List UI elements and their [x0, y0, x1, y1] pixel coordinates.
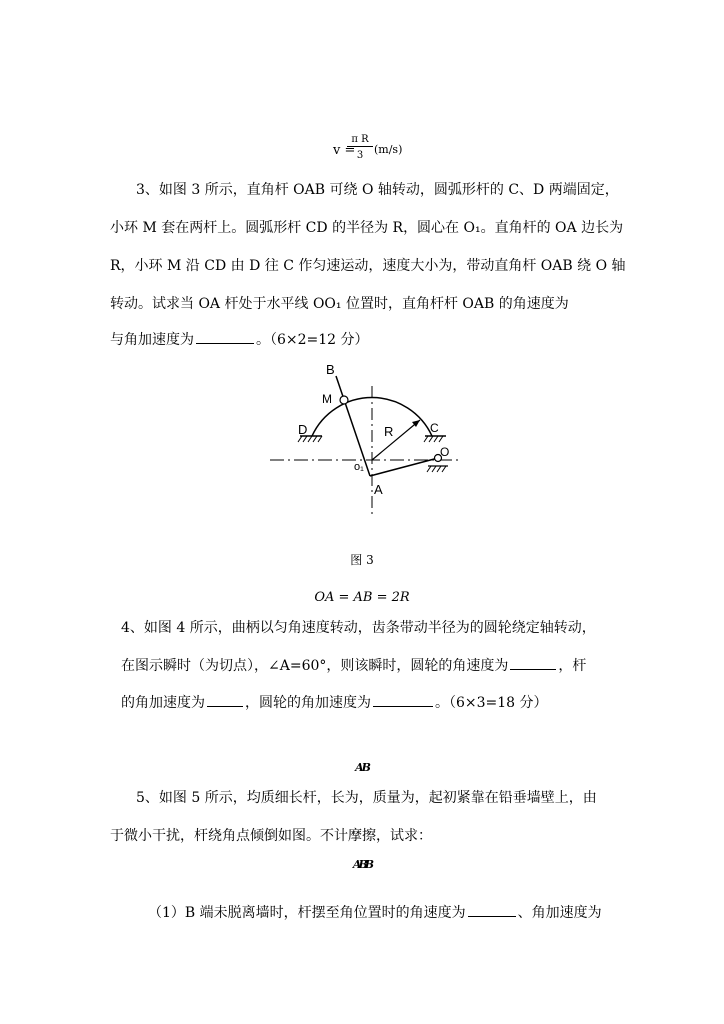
- figure-3-caption: 图 3: [350, 553, 374, 567]
- fragment-ab: AB: [355, 761, 369, 774]
- problem3-line2: 小环 M 套在两杆上。圆弧形杆 CD 的半径为 R，圆心在 O₁。直角杆的 OA 边长为: [110, 220, 624, 236]
- answer-blank: [468, 904, 516, 917]
- ring-m: [340, 396, 348, 404]
- problem4-line3: [121, 693, 548, 713]
- problem4-line2-end: ，杆: [558, 658, 587, 674]
- problem3-line3: R，小环 M 沿 CD 由 D 往 C 作匀速运动，速度大小为，带动直角杆 OAB 绕 O 轴: [110, 258, 626, 274]
- radius-line: [372, 420, 420, 460]
- problem5-line3-text: （1）B 端未脱离墙时，杆摆至角位置时的角速度为: [148, 905, 466, 921]
- problem5-line3-end: 、角加速度为: [517, 905, 602, 921]
- problem5-line1: 5、如图 5 所示，均质细长杆，长为，质量为，起初紧靠在铅垂墙壁上，由: [136, 790, 597, 806]
- problem4-line2: [121, 656, 586, 676]
- label-a: A: [374, 482, 383, 497]
- formula-numerator: π R: [347, 134, 373, 147]
- label-c: C: [430, 421, 439, 435]
- label-d: D: [298, 422, 308, 437]
- label-b: B: [326, 362, 335, 377]
- problem4-line2-text: 在图示瞬时（为切点），∠A=60°，则该瞬时，圆轮的角速度为: [121, 658, 509, 674]
- label-m: M: [322, 392, 332, 406]
- answer-blank: [373, 694, 433, 707]
- problem4-line3-score: 。（6×3=18 分）: [435, 695, 548, 711]
- answer-blank: [510, 657, 556, 670]
- problem3-line5: [110, 330, 369, 350]
- figure-3: [260, 358, 470, 520]
- label-o1: o₁: [354, 461, 364, 473]
- support-c-hatch: [424, 436, 443, 442]
- rod-ab: [336, 376, 370, 476]
- problem5-line3: [148, 903, 602, 923]
- label-o: O: [440, 445, 450, 459]
- support-o-hatch: [427, 466, 446, 472]
- fragment-abb: ABB: [352, 858, 372, 871]
- formula-lhs: v =: [333, 143, 356, 158]
- problem3-line5-score: 。（6×2=12 分）: [256, 332, 369, 348]
- formula-unit: (m/s): [374, 143, 403, 156]
- problem3-line5-text: 与角加速度为: [110, 332, 194, 348]
- answer-blank: [207, 694, 243, 707]
- problem4-line3-mid: ，圆轮的角加速度为: [245, 695, 371, 711]
- formula-denominator: 3: [356, 150, 364, 161]
- rod-ao: [370, 458, 438, 476]
- problem4-line1: 4、如图 4 所示，曲柄以匀角速度转动，齿条带动半径为的圆轮绕定轴转动，: [121, 620, 596, 636]
- problem4-line3-text: 的角加速度为: [121, 695, 205, 711]
- problem5-line2: 于微小干扰，杆绕角点倾倒如图。不计摩擦，试求：: [110, 828, 432, 844]
- answer-blank: [196, 331, 254, 344]
- formula-oa-ab: OA = AB = 2R: [314, 590, 410, 605]
- label-r: R: [384, 424, 394, 439]
- problem3-line1: 3、如图 3 所示，直角杆 OAB 可绕 O 轴转动，圆弧形杆的 C、D 两端固定，: [136, 182, 619, 198]
- problem3-line4: 转动。试求当 OA 杆处于水平线 OO₁ 位置时，直角杆杆 OAB 的角速度为: [110, 296, 569, 312]
